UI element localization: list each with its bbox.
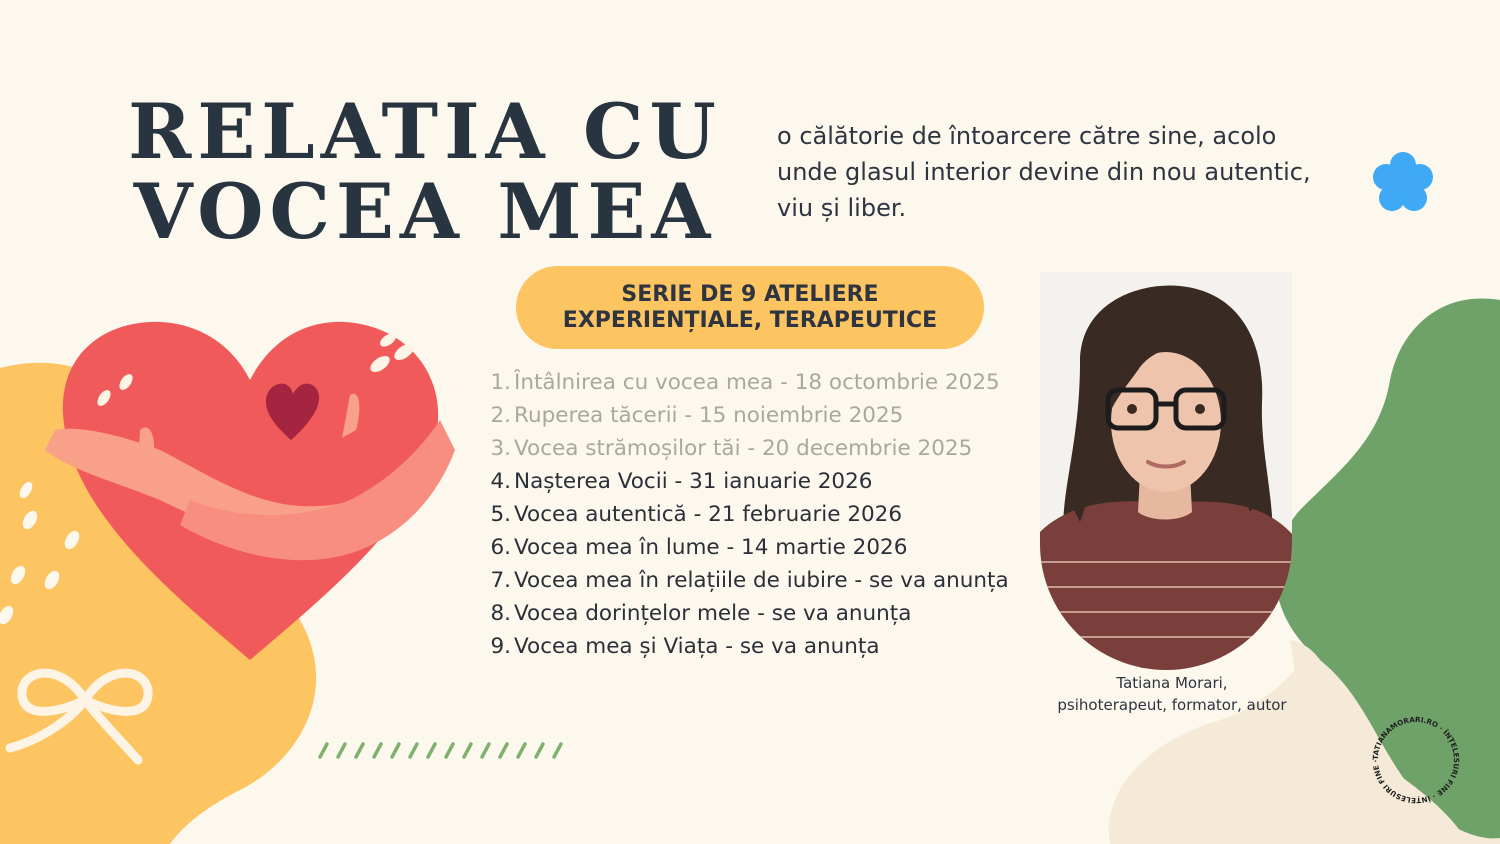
workshop-number: 1. (490, 370, 511, 395)
workshop-number: 8. (490, 601, 511, 626)
workshop-item (488, 366, 1048, 399)
presenter-role: psihoterapeut, formator, autor (1057, 696, 1287, 714)
website-stamp (1366, 710, 1466, 810)
title-line-2: VOCEA MEA (133, 167, 717, 256)
workshop-list (488, 366, 1048, 663)
presenter-caption (1040, 672, 1304, 716)
green-dashes-decor (320, 744, 561, 757)
workshop-label: Nașterea Vocii - 31 ianuarie 2026 (514, 469, 873, 494)
workshop-item (488, 597, 1048, 630)
workshop-item (488, 465, 1048, 498)
workshop-label: Vocea mea în relațiile de iubire - se va anunța (514, 568, 1009, 593)
presenter-photo (1040, 272, 1292, 670)
presenter-name: Tatiana Morari, (1116, 674, 1228, 692)
main-title (100, 87, 750, 256)
workshop-number: 4. (490, 469, 511, 494)
stamp-svg (1366, 710, 1466, 810)
workshop-item (488, 564, 1048, 597)
workshop-item (488, 399, 1048, 432)
workshop-label: Vocea dorințelor mele - se va anunța (514, 601, 912, 626)
workshop-number: 9. (490, 634, 511, 659)
series-badge (516, 266, 984, 349)
workshop-label: Întâlnirea cu vocea mea - 18 octombrie 2025 (514, 370, 1000, 395)
workshop-label: Vocea mea și Viața - se va anunța (514, 634, 880, 659)
workshop-item (488, 531, 1048, 564)
workshop-item (488, 498, 1048, 531)
workshop-label: Vocea autentică - 21 februarie 2026 (514, 502, 903, 527)
workshop-label: Vocea mea în lume - 14 martie 2026 (514, 535, 908, 560)
workshop-number: 3. (490, 436, 511, 461)
workshop-item (488, 630, 1048, 663)
workshop-number: 7. (490, 568, 511, 593)
workshop-number: 2. (490, 403, 511, 428)
workshop-number: 6. (490, 535, 511, 560)
title-line-1: RELATIA CU (128, 87, 722, 176)
badge-line-1: SERIE DE 9 ATELIERE (621, 281, 879, 307)
workshop-label: Ruperea tăcerii - 15 noiembrie 2025 (514, 403, 904, 428)
badge-line-2: EXPERIENȚIALE, TERAPEUTICE (562, 307, 938, 333)
stamp-text: TATIANAMORARI.RO · ÎNȚELESURI FINE · ÎNȚELESURI FINE · (1370, 714, 1462, 806)
workshop-label: Vocea strămoșilor tăi - 20 decembrie 2025 (514, 436, 973, 461)
workshop-item (488, 432, 1048, 465)
flower-icon (1373, 152, 1433, 211)
workshop-number: 5. (490, 502, 511, 527)
portrait-illustration (1040, 272, 1292, 670)
subtitle-text: o călătorie de întoarcere către sine, acolo unde glasul interior devine din nou autentic, viu și liber. (777, 122, 1311, 222)
